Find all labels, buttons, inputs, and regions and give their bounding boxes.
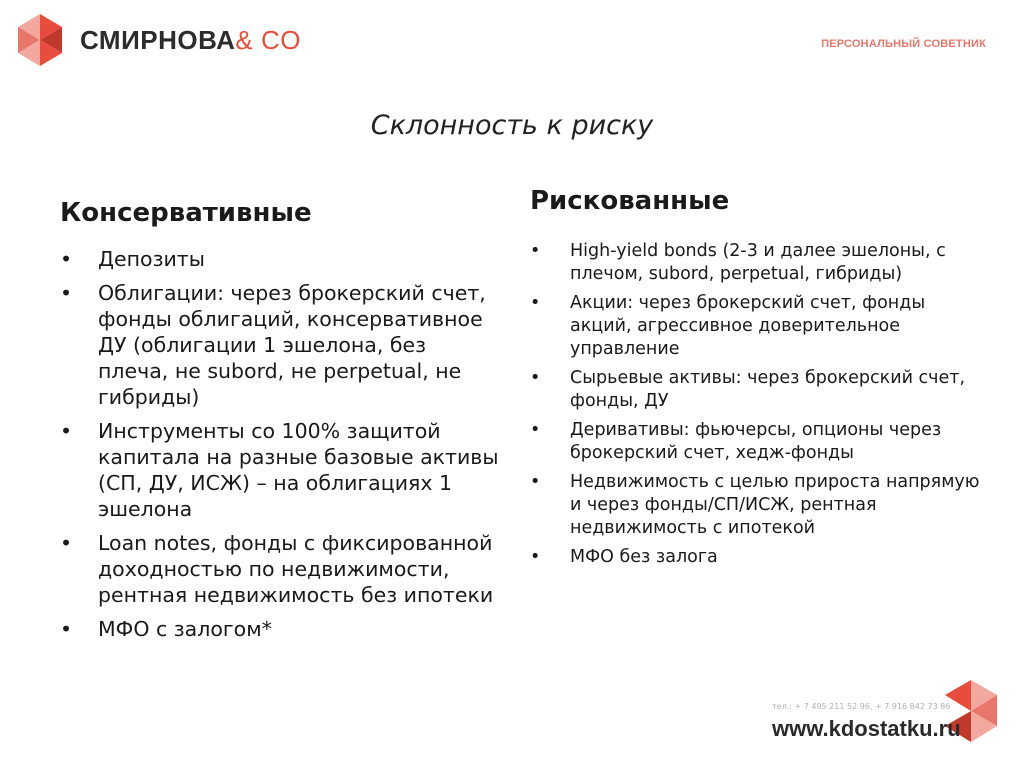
list-item-text: Деривативы: фьючерсы, опционы через брокерский счет, хедж-фонды xyxy=(570,420,942,463)
bullet-icon: • xyxy=(530,547,541,567)
brand-name-suffix: & CO xyxy=(235,25,301,55)
list-item xyxy=(530,292,980,361)
tagline: ПЕРСОНАЛЬНЫЙ СОВЕТНИК xyxy=(821,38,986,50)
list-item-text: High-yield bonds (2-3 и далее эшелоны, с плечом, subord, perpetual, гибриды) xyxy=(570,241,946,284)
slide-title: Склонность к риску xyxy=(370,110,654,141)
list-item xyxy=(530,240,980,286)
risky-list xyxy=(530,240,980,569)
list-item-text: Loan notes, фонды с фиксированной доходностью по недвижимости, рентная недвижимость без ипотеки xyxy=(98,531,494,607)
bullet-icon: • xyxy=(530,472,541,492)
list-item-text: Облигации: через брокерский счет, фонды облигаций, консервативное ДУ (облигации 1 эшелона, без плеча, не subord, не perpetual, не гибриды) xyxy=(98,281,486,409)
bullet-icon: • xyxy=(530,293,541,313)
risky-heading: Рискованные xyxy=(530,186,730,216)
bullet-icon: • xyxy=(60,281,73,305)
list-item-text: Сырьевые активы: через брокерский счет, фонды, ДУ xyxy=(570,368,966,411)
footer xyxy=(760,680,1020,760)
list-item-text: Недвижимость с целью прироста напрямую и через фонды/СП/ИСЖ, рентная недвижимость с ипотекой xyxy=(570,472,980,538)
bullet-icon: • xyxy=(530,368,541,388)
list-item xyxy=(530,546,980,569)
list-item xyxy=(530,367,980,413)
website-link[interactable]: www.kdostatku.ru xyxy=(772,716,961,741)
brand-name xyxy=(80,25,301,56)
list-item xyxy=(60,418,500,522)
list-item xyxy=(60,530,500,608)
conservative-column xyxy=(60,198,500,650)
bullet-icon: • xyxy=(60,531,73,555)
bullet-icon: • xyxy=(60,419,73,443)
risky-column xyxy=(530,186,980,575)
list-item xyxy=(60,280,500,410)
bullet-icon: • xyxy=(60,617,73,641)
list-item-text: Депозиты xyxy=(98,247,205,271)
list-item-text: МФО без залога xyxy=(570,547,718,567)
footer-contacts: тел.: + 7 495 211 52 96, + 7 916 842 73 86 xyxy=(772,702,951,711)
list-item xyxy=(60,246,500,272)
list-item xyxy=(530,471,980,540)
conservative-heading: Консервативные xyxy=(60,198,312,228)
bullet-icon: • xyxy=(530,241,541,261)
company-logo xyxy=(18,12,318,72)
list-item-text: МФО с залогом* xyxy=(98,617,272,641)
bullet-icon: • xyxy=(530,420,541,440)
list-item xyxy=(530,419,980,465)
conservative-list xyxy=(60,246,500,642)
list-item-text: Инструменты со 100% защитой капитала на разные базовые активы (СП, ДУ, ИСЖ) – на облигациях 1 эшелона xyxy=(98,419,499,521)
list-item xyxy=(60,616,500,642)
bullet-icon: • xyxy=(60,247,73,271)
brand-name-main: СМИРНОВА xyxy=(80,25,236,55)
list-item-text: Акции: через брокерский счет, фонды акций, агрессивное доверительное управление xyxy=(570,293,926,359)
logo-emblem-icon xyxy=(18,14,62,66)
